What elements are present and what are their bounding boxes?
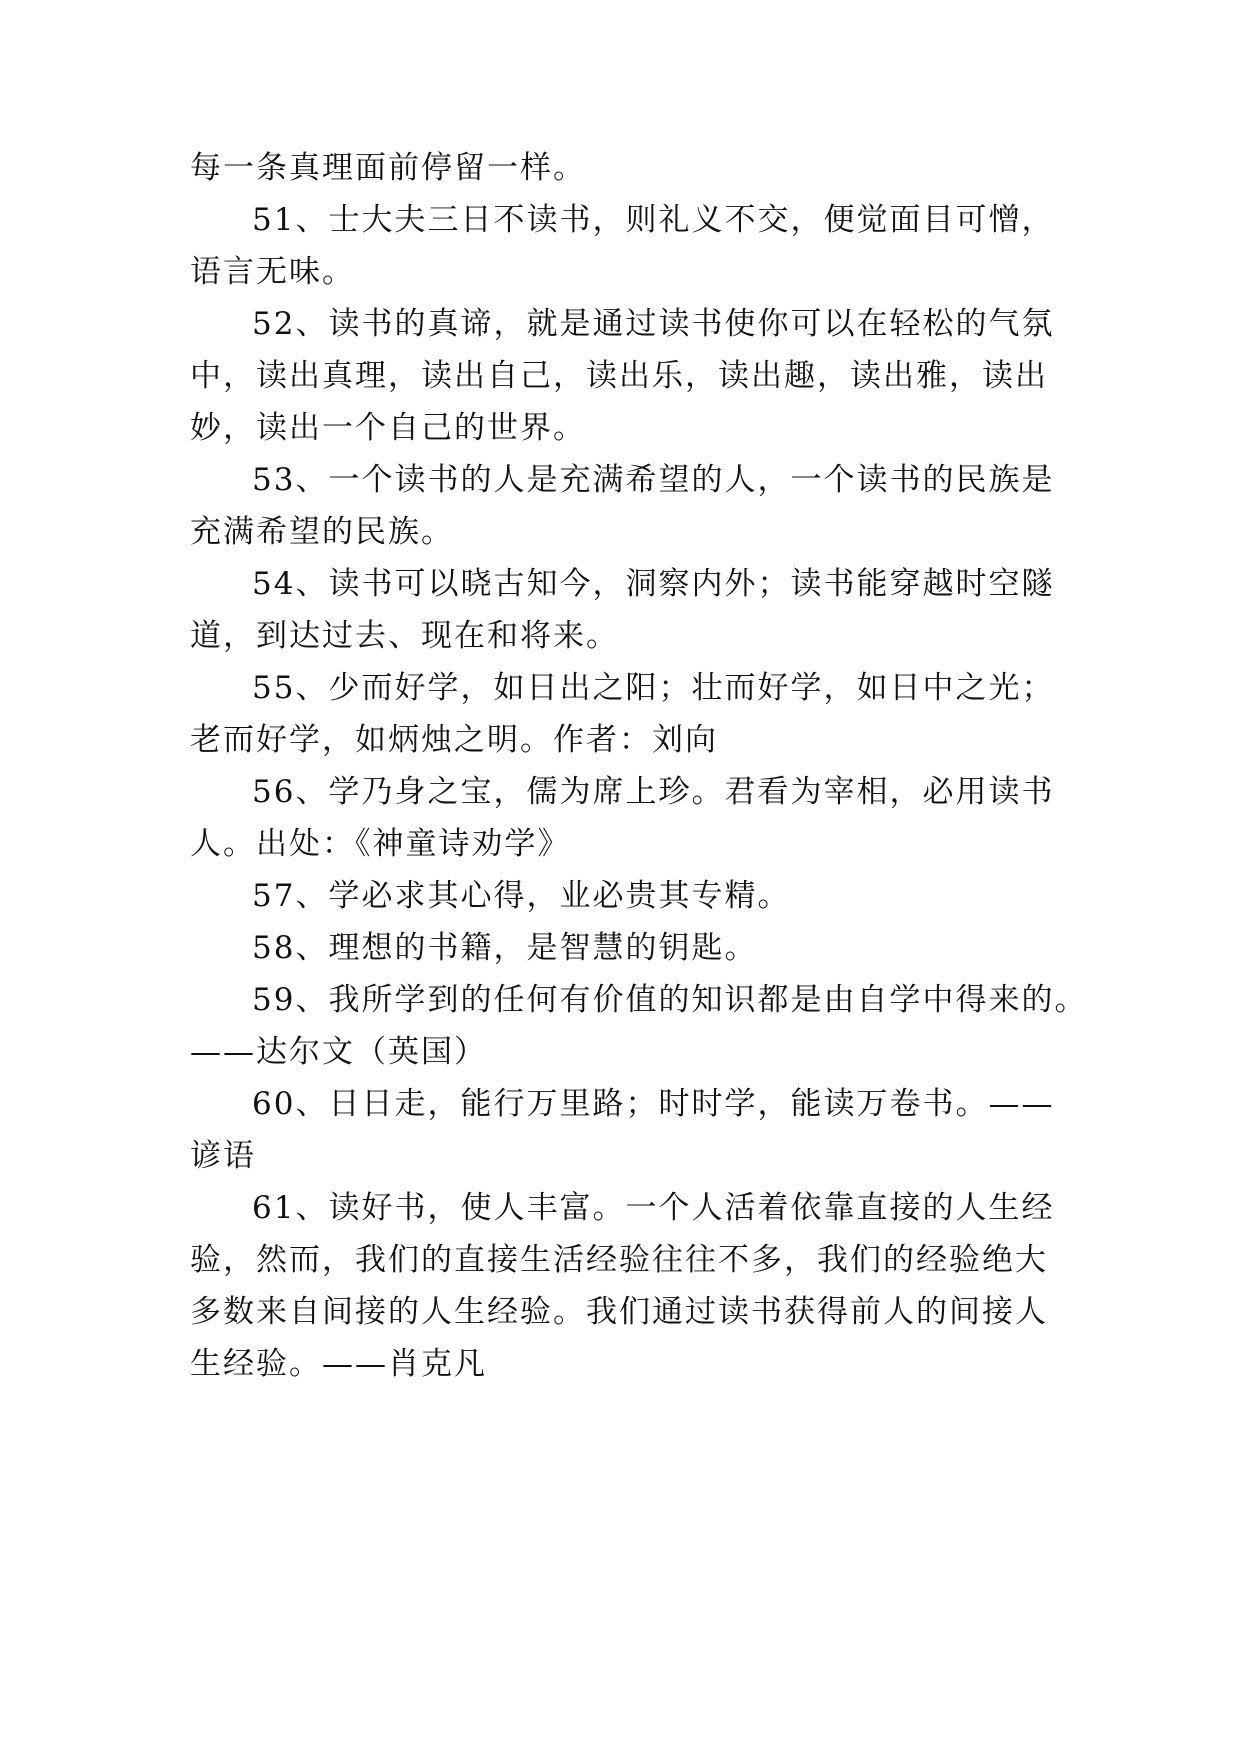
quote-59-line-1: 59、我所学到的任何有价值的知识都是由自学中得来的。 [252, 982, 1088, 1018]
quote-60-line-1: 60、日日走，能行万里路；时时学，能读万卷书。—— [252, 1086, 1055, 1122]
quote-56-line-2: 人。出处：《神童诗劝学》 [190, 826, 571, 862]
quote-51-line-1: 51、士大夫三日不读书，则礼义不交，便觉面目可憎， [252, 202, 1055, 238]
quote-55-line-1: 55、少而好学，如日出之阳；壮而好学，如日中之光； [252, 670, 1055, 706]
quote-54-line-1: 54、读书可以晓古知今，洞察内外；读书能穿越时空隧 [252, 566, 1055, 602]
quote-61-line-1: 61、读好书，使人丰富。一个人活着依靠直接的人生经 [252, 1190, 1055, 1226]
quote-53-line-2: 充满希望的民族。 [190, 514, 454, 550]
quote-61-line-3: 多数来自间接的人生经验。我们通过读书获得前人的间接人 [190, 1294, 1048, 1330]
quote-55-line-2: 老而好学，如炳烛之明。作者：刘向 [190, 722, 718, 758]
quote-57-line-1: 57、学必求其心得，业必贵其专精。 [252, 878, 791, 914]
quote-56-line-1: 56、学乃身之宝，儒为席上珍。君看为宰相，必用读书 [252, 774, 1055, 810]
quote-52-line-3: 妙，读出一个自己的世界。 [190, 410, 586, 446]
quote-53-line-1: 53、一个读书的人是充满希望的人，一个读书的民族是 [252, 462, 1055, 498]
quote-52-line-2: 中，读出真理，读出自己，读出乐，读出趣，读出雅，读出 [190, 358, 1048, 394]
quote-59-line-2: ——达尔文（英国） [190, 1034, 487, 1070]
quote-54-line-2: 道，到达过去、现在和将来。 [190, 618, 619, 654]
text-line: 每一条真理面前停留一样。 [190, 150, 586, 186]
quote-61-line-2: 验，然而，我们的直接生活经验往往不多，我们的经验绝大 [190, 1242, 1048, 1278]
quote-61-line-4: 生经验。——肖克凡 [190, 1346, 487, 1382]
quote-51-line-2: 语言无味。 [190, 254, 355, 290]
quote-60-line-2: 谚语 [190, 1138, 256, 1174]
quote-58-line-1: 58、理想的书籍，是智慧的钥匙。 [252, 930, 758, 966]
quote-52-line-1: 52、读书的真谛，就是通过读书使你可以在轻松的气氛 [252, 306, 1055, 342]
